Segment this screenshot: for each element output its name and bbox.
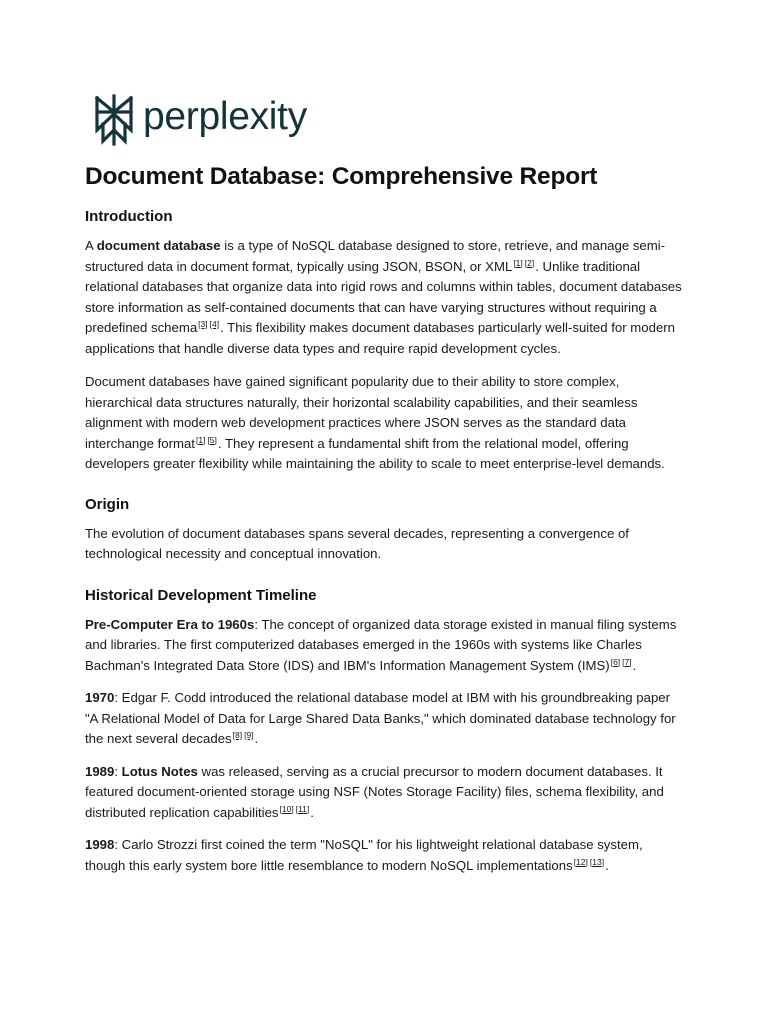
section-heading-origin: Origin bbox=[85, 495, 130, 513]
text-run: A bbox=[85, 238, 97, 253]
citation-link[interactable]: [1] bbox=[513, 257, 523, 268]
section-heading-timeline: Historical Development Timeline bbox=[85, 586, 317, 604]
text-run: is a type of NoSQL database designed to store, retrieve, and manage semi-structured data in document format, typically using JSON, BSON, or XML bbox=[85, 238, 666, 274]
text-run: : Edgar F. Codd introduced the relational database model at IBM with his groundbreaking paper "A Relational Model of Data for Large Shared Data Banks," which dominated database technology for the next several decades bbox=[85, 690, 676, 746]
citation-link[interactable]: [8] bbox=[232, 730, 243, 740]
timeline-date: 1998 bbox=[85, 837, 115, 852]
intro-paragraph-2 bbox=[85, 372, 685, 475]
citation-link[interactable]: [13] bbox=[589, 856, 605, 867]
text-run: . bbox=[632, 657, 637, 673]
term-lotus-notes: Lotus Notes bbox=[121, 763, 198, 779]
text-run: Document databases have gained significant popularity due to their ability to store complex, hierarchical data structures naturally, their horizontal scalability capabilities, and their seamless alignment with modern web development practices where JSON serves as the standard data interchange format bbox=[85, 374, 638, 451]
timeline-entry-1960s bbox=[85, 615, 685, 677]
timeline-entry-1998 bbox=[85, 835, 685, 876]
citation-link[interactable]: [7] bbox=[622, 656, 632, 667]
citation-link[interactable]: [2] bbox=[524, 257, 535, 268]
timeline-date: 1970 bbox=[85, 690, 115, 705]
timeline-entry-1970 bbox=[85, 688, 685, 750]
text-run: : The concept of organized data storage existed in manual filing systems and libraries. The first computerized databases emerged in the 1960s with systems like Charles Bachman's Integrated Data Store (IDS) and IBM's Information Management System (IMS) bbox=[85, 616, 677, 673]
text-run: . bbox=[310, 804, 314, 820]
timeline-date: Pre-Computer Era to 1960s bbox=[85, 616, 255, 632]
section-heading-introduction: Introduction bbox=[85, 208, 173, 225]
text-run: . bbox=[254, 731, 259, 746]
report-content bbox=[85, 158, 685, 876]
perplexity-logo bbox=[93, 93, 307, 147]
text-run: . Unlike traditional relational databases that organize data into rigid rows and columns within tables, document databases store information as self-contained documents that can have varying structures without requiring a predefined schema bbox=[85, 258, 682, 335]
term-document-database: document database bbox=[96, 238, 221, 253]
text-run: : bbox=[114, 763, 122, 779]
text-run: : Carlo Strozzi first coined the term "NoSQL" for his lightweight relational database system, though this early system bore little resemblance to modern NoSQL implementations bbox=[85, 837, 643, 873]
citation-link[interactable]: [4] bbox=[209, 319, 220, 329]
text-run: . bbox=[605, 857, 609, 873]
logo-wordmark: perplexity bbox=[143, 95, 307, 138]
citation-link[interactable]: [1] bbox=[195, 434, 206, 445]
citation-link[interactable]: [10] bbox=[279, 803, 294, 814]
text-run: . This flexibility makes document databases particularly well-suited for modern applications that handle diverse data types and require rapid development cycles. bbox=[85, 320, 676, 356]
citation-link[interactable]: [3] bbox=[198, 319, 208, 329]
intro-paragraph-1 bbox=[85, 236, 685, 359]
citation-link[interactable]: [6] bbox=[610, 656, 621, 667]
perplexity-logo-icon bbox=[93, 93, 135, 147]
citation-link[interactable]: [12] bbox=[573, 856, 588, 867]
citation-link[interactable]: [11] bbox=[295, 803, 310, 814]
text-run: was released, serving as a crucial precursor to modern document databases. It featured document-oriented storage using NSF (Notes Storage Facility) files, schema flexibility, and distributed replication capabilities bbox=[85, 763, 664, 820]
text-run: . They represent a fundamental shift from the relational model, offering developers greater flexibility while maintaining the ability to scale to meet enterprise-level demands. bbox=[85, 435, 665, 471]
timeline-date: 1989 bbox=[85, 763, 115, 779]
citation-link[interactable]: [5] bbox=[207, 434, 217, 445]
page-title: Document Database: Comprehensive Report bbox=[85, 163, 598, 190]
origin-paragraph: The evolution of document databases spans several decades, representing a convergence of technological necessity and conceptual innovation. bbox=[85, 525, 629, 561]
timeline-entry-1989 bbox=[85, 762, 685, 824]
citation-link[interactable]: [9] bbox=[244, 730, 254, 740]
